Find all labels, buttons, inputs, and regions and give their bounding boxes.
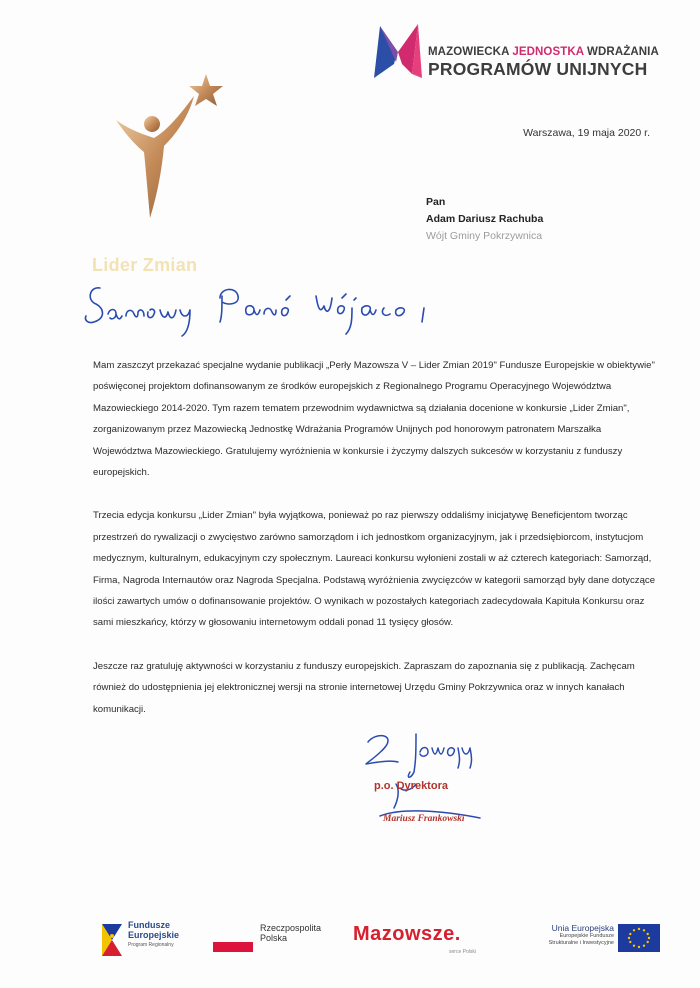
eu-flag-icon [618, 924, 660, 952]
fe-line-3: Program Regionalny [128, 942, 174, 948]
rp-line-2: Polska [260, 933, 288, 943]
mjwpu-m-logo-icon [372, 22, 424, 80]
eu-line-1: Unia Europejska [551, 923, 614, 933]
eu-line-3: Strukturalne i Inwestycyjne [548, 940, 614, 946]
mazowsze-tagline: serce Polski [449, 949, 476, 955]
rp-line-1: Rzeczpospolita [260, 923, 322, 933]
unia-europejska-logo [524, 920, 664, 960]
body-paragraph-3: Jeszcze raz gratuluję aktywności w korzystaniu z funduszy europejskich. Zapraszam do zapoznania się z publikacją. Zachęcam również do udostępnienia jej elektronicznej wersji na stronie internetowej Urzędu Gminy Pokrzywnica oraz w innych kanałach komunikacji. [93, 660, 635, 715]
eu-line-2: Europejskie Fundusze [559, 933, 614, 939]
mjwpu-logo [372, 20, 672, 90]
body-paragraph-1: Mam zaszczyt przekazać specjalne wydanie publikacji „Perły Mazowsza V – Lider Zmian 2019" Fundusze Europejskie w obiektywie" poświęconej projektom dofinansowanym ze środków europejskich z Regionalnego Programu Operacyjnego Województwa Mazowieckiego 2014-2020. Tym razem tematem przewodnim wydawnictwa są działania docenione w konkursie „Lider Zmian", zorganizowanym przez Mazowiecką Jednostkę Wdrażania Programów Unijnych pod honorowym patronatem Marszałka Województwa Mazowieckiego. Gratulujemy wyróżnienia w konkursie i życzymy dalszych sukcesów w korzystaniu z funduszy europejskich. [93, 360, 655, 479]
stamp-title: p.o. Dyrektora [374, 780, 448, 792]
stamp-name: Mariusz Frankowski [383, 814, 465, 824]
signature-block [360, 728, 570, 838]
rzeczpospolita-polska-logo [213, 920, 333, 960]
body-paragraph-2: Trzecia edycja konkursu „Lider Zmian" była wyjątkowa, ponieważ po raz pierwszy oddaliśmy inicjatywę Beneficjentom tworząc przestrzeń do rywalizacji o zwycięstwo zarówno samorządom i ich jednostkom organizacyjnym, jak i przedsiębiorcom, instytucjom medycznym, kulturalnym, edukacyjnym czy społecznym. Laureaci konkursu wyłonieni zostali w aż czterech kategoriach: Samorząd, Firma, Nagroda Internautów oraz Nagroda Specjalna. Podstawą wyróżnienia zwycięzców w kategorii samorząd były dane dotyczące ilości zawartych umów o dofinansowanie projektów. O wynikach w pozostałych kategoriach zadecydowała Kapituła Konkursu oraz sami mieszkańcy, którzy w głosowaniu internetowym oddali ponad 11 tysięcy głosów. [93, 510, 656, 629]
logo-line-2: PROGRAMÓW UNIJNYCH [428, 59, 648, 79]
handwritten-salutation [80, 278, 440, 338]
recipient-block [426, 194, 543, 245]
letter-date: Warszawa, 19 maja 2020 r. [523, 127, 650, 139]
fe-line-1: Fundusze [128, 920, 170, 930]
letter-body [93, 355, 659, 742]
logo-line-1: MAZOWIECKA JEDNOSTKA WDRAŻANIA [428, 46, 659, 58]
mazowsze-logo [353, 923, 503, 963]
recipient-name: Adam Dariusz Rachuba [426, 213, 544, 225]
footer-logos [0, 915, 700, 965]
star-figure-icon [96, 72, 226, 222]
polish-flag-icon [213, 942, 253, 952]
recipient-salutation: Pan [426, 196, 446, 208]
mazowsze-wordmark: Mazowsze. [353, 923, 461, 945]
fe-line-2: Europejskie [128, 930, 180, 940]
lider-zmian-title: Lider Zmian [92, 255, 198, 275]
fe-flag-icon [100, 920, 124, 960]
recipient-title: Wójt Gminy Pokrzywnica [426, 230, 543, 242]
